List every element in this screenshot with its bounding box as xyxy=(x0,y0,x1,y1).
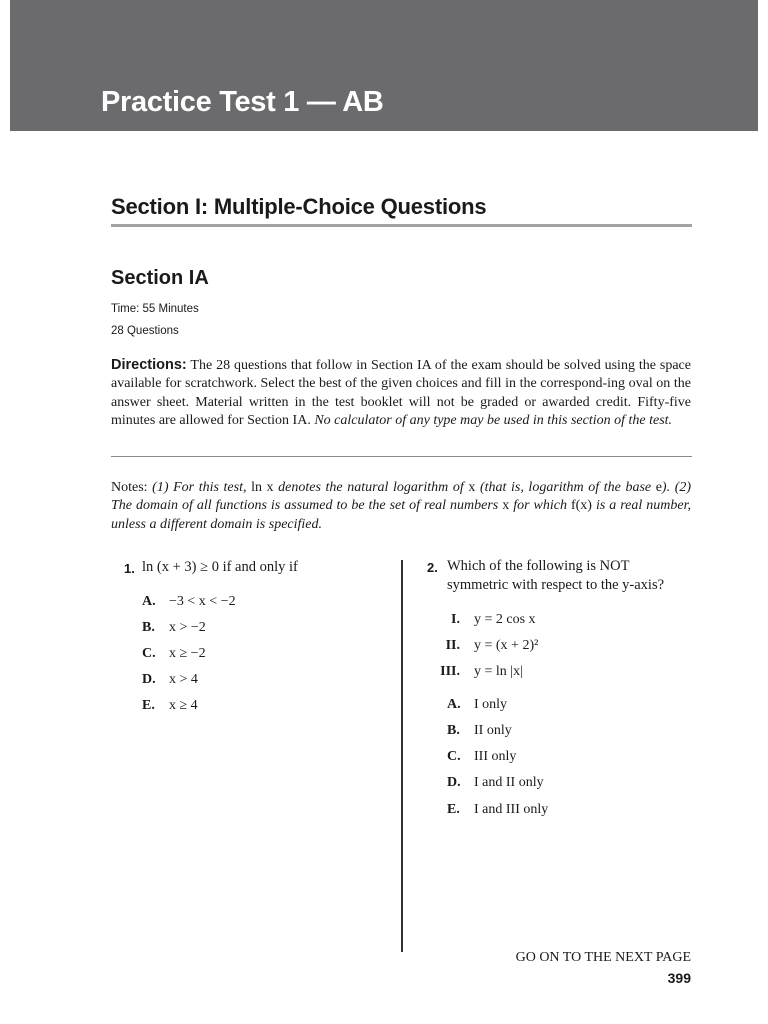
note-1-x: x xyxy=(468,480,476,495)
section-title: Section I: Multiple-Choice Questions xyxy=(111,194,487,219)
statement-3-numeral: III. xyxy=(440,664,460,679)
page-title: Practice Test 1 — AB xyxy=(101,86,384,118)
statement-3: y = ln |x| xyxy=(474,664,523,679)
question-1-stem: ln (x + 3) ≥ 0 if and only if xyxy=(142,559,298,575)
question-count: 28 Questions xyxy=(111,325,179,337)
q2-option-a[interactable]: I only xyxy=(474,697,508,712)
notes-label: Notes: xyxy=(111,480,148,495)
directions-text: The 28 questions that follow in Section IA of the exam should be solved using the space available for scratchwork. Select the best of the given choices and fill in the correspond-ing oval on the answer sheet. Material written in the test booklet will not be graded or awarded credit. Fifty-five minutes are allowed for Section IA. xyxy=(111,358,691,428)
note-2-x: x xyxy=(502,498,510,514)
q2-option-d[interactable]: I and II only xyxy=(474,775,544,790)
q2-option-c[interactable]: III only xyxy=(474,749,517,764)
q1-option-a-letter: A. xyxy=(142,594,156,609)
note-2-fx: f(x) xyxy=(570,498,592,514)
question-2-stem-line-1: Which of the following is NOT xyxy=(447,558,630,574)
statement-1: y = 2 cos x xyxy=(474,612,536,627)
q2-option-b-letter: B. xyxy=(447,723,460,738)
statement-1-numeral: I. xyxy=(451,612,460,627)
q1-option-e[interactable]: x ≥ 4 xyxy=(169,698,198,713)
time-limit: Time: 55 Minutes xyxy=(111,303,199,315)
note-1-mid2: (that is, logarithm of the base xyxy=(475,480,656,495)
note-2-a: (2) The domain of all functions is assumed to be the set of real numbers xyxy=(111,480,692,514)
note-1-e: e xyxy=(655,480,662,495)
q1-option-b-letter: B. xyxy=(142,620,155,635)
q1-option-a[interactable]: −3 < x < −2 xyxy=(169,594,236,609)
q2-option-c-letter: C. xyxy=(447,749,461,764)
q1-option-c-letter: C. xyxy=(142,646,156,661)
question-2-number: 2. xyxy=(427,560,438,575)
directions-italic: No calculator of any type may be used in this section of the test. xyxy=(314,412,673,428)
directions xyxy=(111,356,691,430)
statement-2-numeral: II. xyxy=(445,638,460,653)
directions-label: Directions: xyxy=(111,357,187,373)
q2-option-a-letter: A. xyxy=(447,697,461,712)
note-1-mid: denotes the natural logarithm of xyxy=(273,480,469,495)
column-divider xyxy=(401,560,403,952)
section-divider xyxy=(111,224,692,227)
question-1-number: 1. xyxy=(124,561,135,576)
note-1-prefix: (1) For this test, xyxy=(152,480,252,495)
notes xyxy=(111,479,691,534)
note-2-c: is a real number, unless a different domain is specified. xyxy=(111,498,691,532)
subsection-title: Section IA xyxy=(111,267,209,289)
q1-option-b[interactable]: x > −2 xyxy=(169,620,206,635)
page-number: 399 xyxy=(667,970,691,986)
note-1-end: ). xyxy=(661,480,671,495)
note-2-b: for which xyxy=(509,498,571,514)
q1-option-d[interactable]: x > 4 xyxy=(169,672,198,687)
question-2-stem-line-2: symmetric with respect to the y-axis? xyxy=(447,577,665,593)
q2-option-e[interactable]: I and III only xyxy=(474,802,549,817)
q1-option-e-letter: E. xyxy=(142,698,155,713)
q2-option-d-letter: D. xyxy=(447,775,461,790)
q2-option-e-letter: E. xyxy=(447,802,460,817)
statement-2: y = (x + 2)² xyxy=(474,638,539,653)
q2-option-b[interactable]: II only xyxy=(474,723,512,738)
q1-option-d-letter: D. xyxy=(142,672,156,687)
q1-option-c[interactable]: x ≥ −2 xyxy=(169,646,206,661)
notes-divider xyxy=(111,456,692,457)
note-1-ln: ln x xyxy=(251,480,274,495)
continue-instruction: GO ON TO THE NEXT PAGE xyxy=(515,950,691,965)
